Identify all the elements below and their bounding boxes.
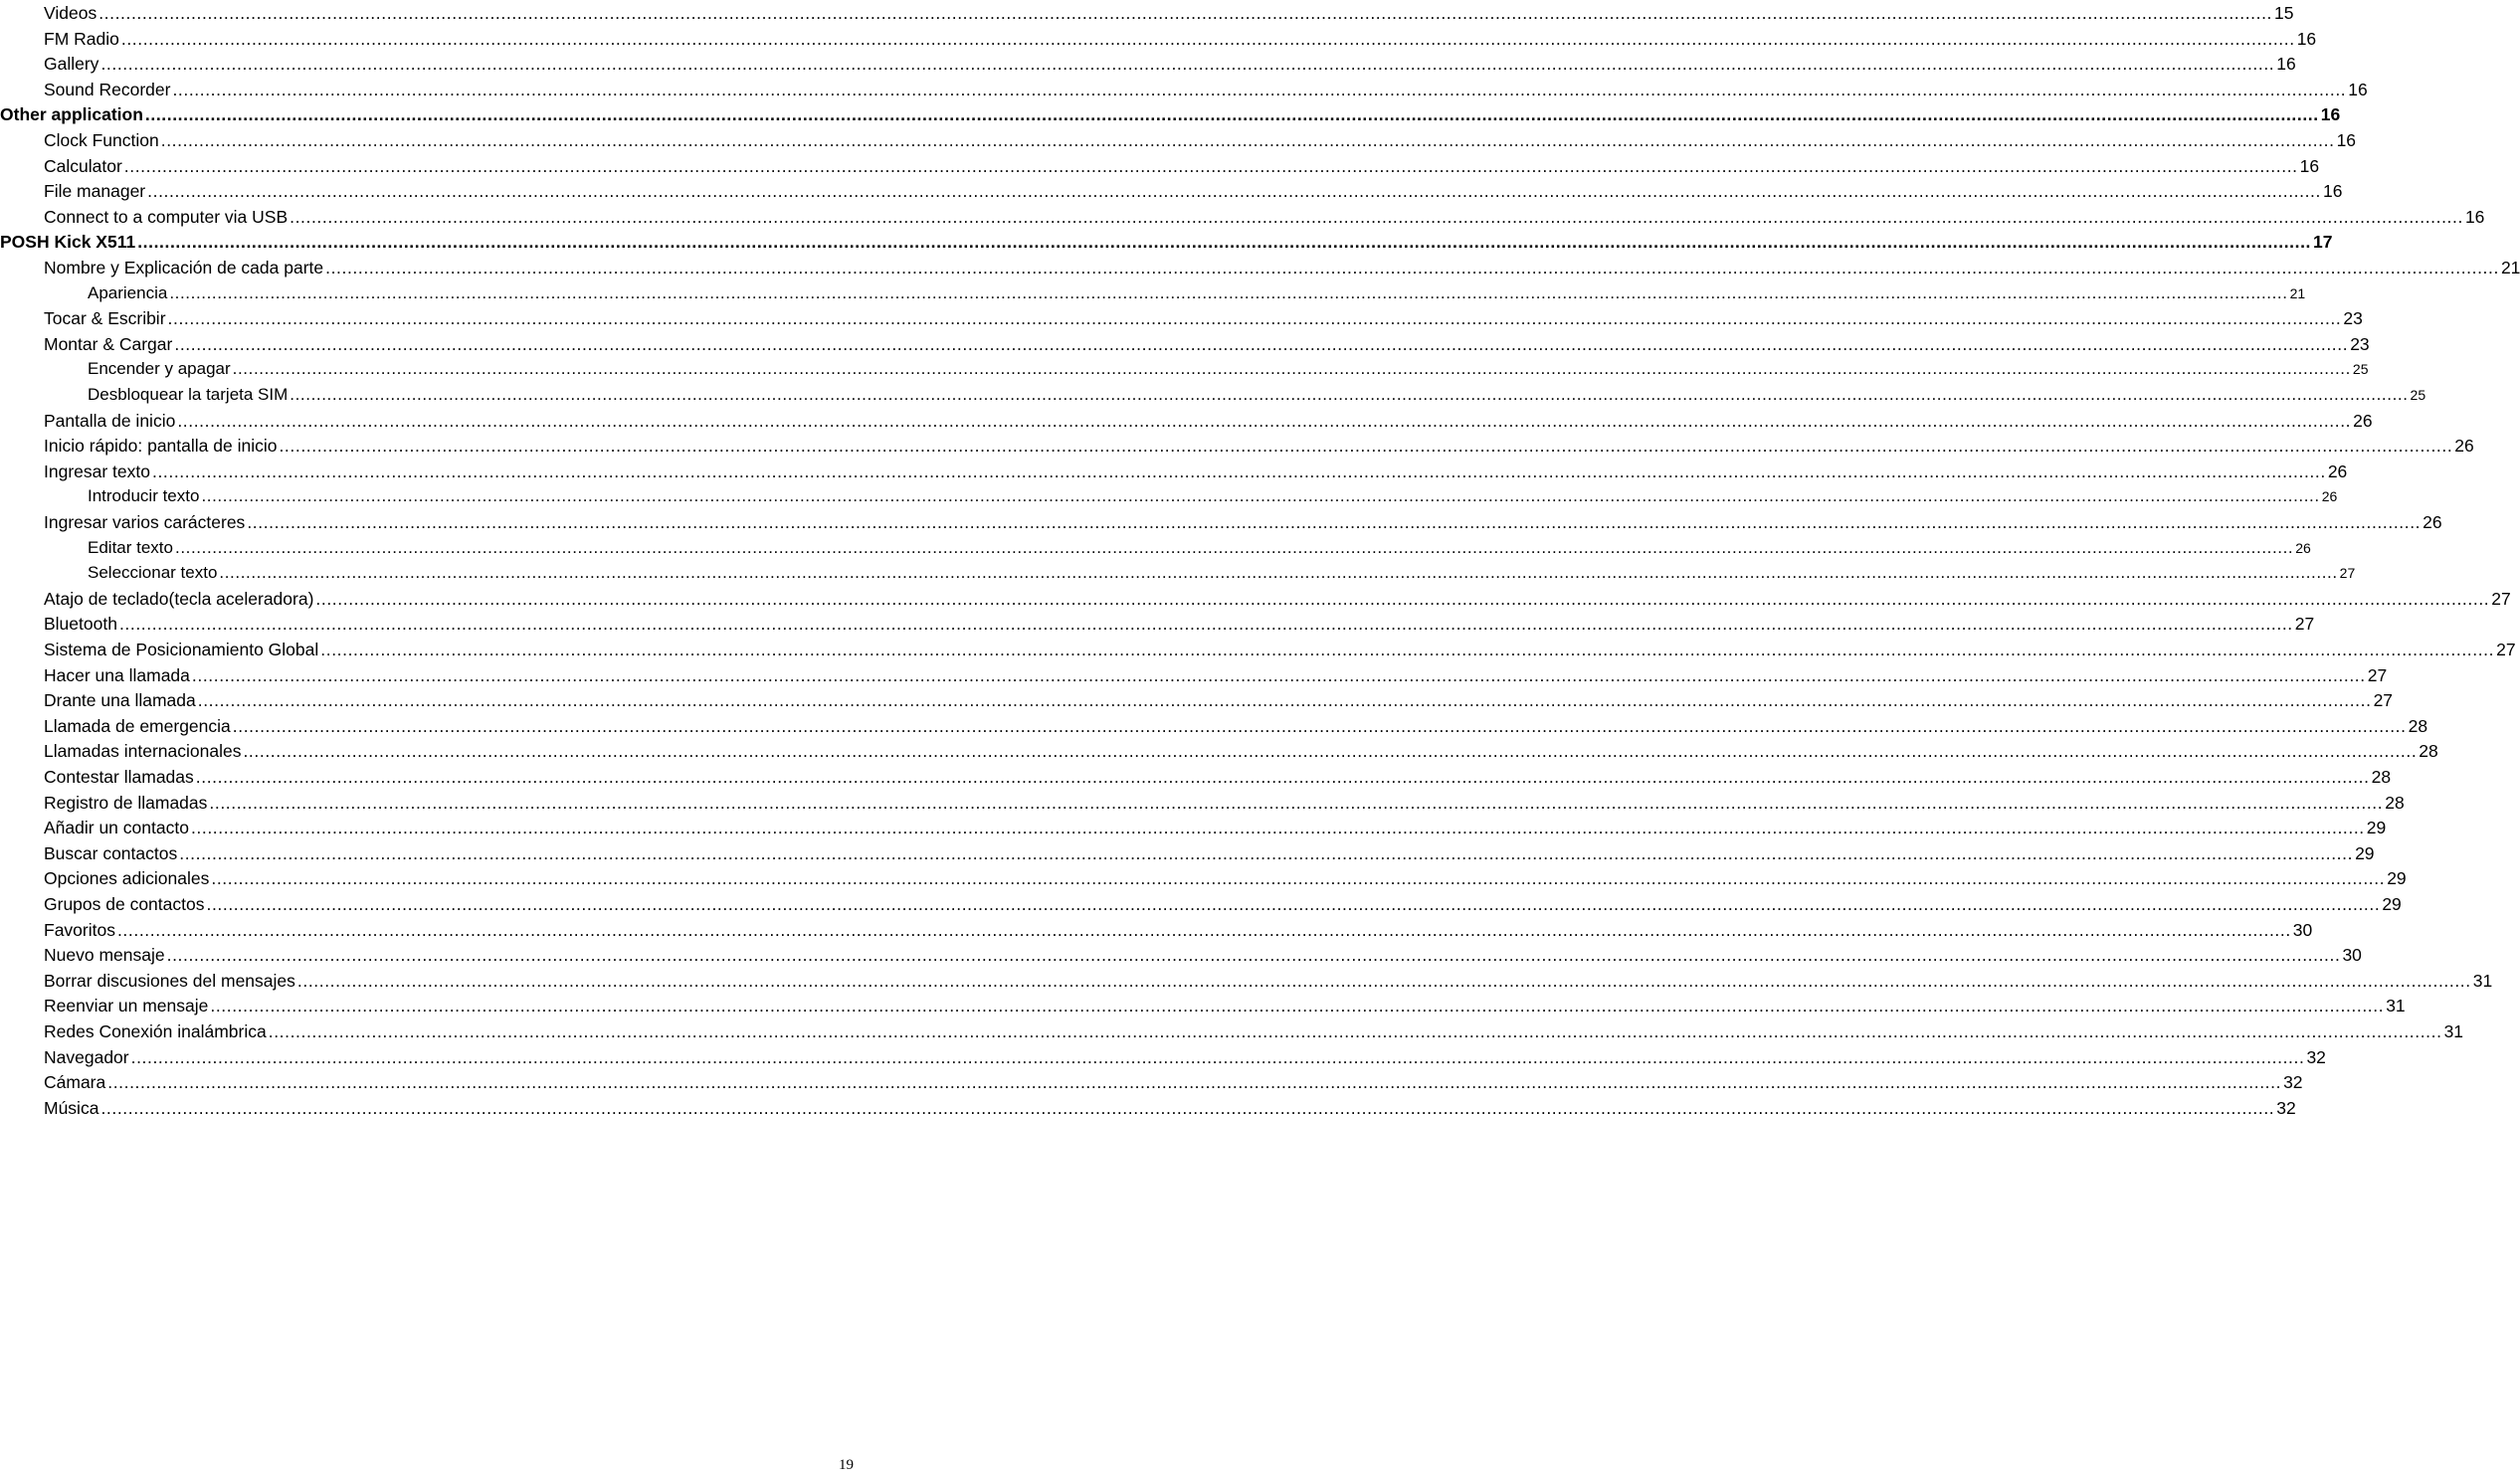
toc-entry-page: 29 [2355,842,2375,863]
toc-entry[interactable] [44,26,2317,50]
toc-entry-title: Nombre y Explicación de cada parte [44,258,324,278]
toc-entry[interactable] [44,0,2294,24]
toc-dot-leader: ................................................................................................................................................................................................................................................................................................................................................................................................................ [279,436,2453,457]
toc-entry-page: 26 [2327,461,2348,481]
toc-entry[interactable] [44,840,2375,864]
toc-entry[interactable] [0,101,2341,125]
toc-entry-page: 25 [2410,387,2426,403]
toc-entry-page: 30 [2342,945,2362,966]
toc-entry[interactable] [44,509,2442,533]
toc-entry[interactable] [88,483,2338,507]
toc-entry[interactable] [44,764,2392,788]
toc-entry-title: Other application [0,104,143,125]
toc-entry[interactable] [44,255,2520,278]
toc-entry[interactable] [44,178,2343,202]
toc-entry-title: Ingresar varios carácteres [44,512,246,532]
toc-entry[interactable] [44,815,2387,838]
toc-dot-leader: ................................................................................................................................................................................................................................................................................................................................................................................................................ [315,588,2490,609]
toc-entry-page: 16 [2348,79,2368,99]
toc-entry[interactable] [44,331,2370,355]
toc-entry-page: 15 [2274,3,2294,23]
toc-entry-title: Llamadas internacionales [44,741,242,762]
toc-entry[interactable] [44,687,2394,711]
toc-dot-leader: ................................................................................................................................................................................................................................................................................................................................................................................................................ [320,640,2495,659]
toc-dot-leader: ................................................................................................................................................................................................................................................................................................................................................................................................................ [166,945,2341,966]
toc-entry[interactable] [44,891,2402,915]
toc-dot-leader: ................................................................................................................................................................................................................................................................................................................................................................................................................ [219,563,2338,583]
toc-entry-title: Calculator [44,155,122,176]
toc-entry-page: 27 [2373,690,2394,711]
toc-dot-leader: ................................................................................................................................................................................................................................................................................................................................................................................................................ [290,206,2463,227]
toc-entry-page: 16 [2320,104,2341,125]
toc-entry-page: 21 [2500,258,2520,278]
toc-entry-page: 32 [2276,1097,2296,1118]
toc-entry-page: 30 [2292,919,2313,940]
toc-entry-title: Inicio rápido: pantalla de inicio [44,436,278,457]
toc-entry-title: Bluetooth [44,614,117,635]
toc-entry-title: Desbloquear la tarjeta SIM [88,385,289,404]
toc-entry[interactable] [44,1018,2464,1042]
toc-entry[interactable] [44,459,2348,482]
toc-dot-leader: ................................................................................................................................................................................................................................................................................................................................................................................................................ [290,385,2409,404]
toc-dot-leader: ................................................................................................................................................................................................................................................................................................................................................................................................................ [190,818,2365,838]
toc-dot-leader: ................................................................................................................................................................................................................................................................................................................................................................................................................ [118,614,2293,635]
toc-entry[interactable] [44,917,2313,941]
toc-dot-leader: ................................................................................................................................................................................................................................................................................................................................................................................................................ [107,1072,2282,1093]
toc-dot-leader: ................................................................................................................................................................................................................................................................................................................................................................................................................ [232,715,2407,736]
toc-dot-leader: ................................................................................................................................................................................................................................................................................................................................................................................................................ [179,842,2354,863]
toc-entry[interactable] [44,204,2485,228]
toc-entry[interactable] [44,433,2474,457]
toc-entry[interactable] [88,535,2311,559]
toc-entry-page: 26 [2423,512,2442,532]
toc-entry-title: Opciones adicionales [44,868,210,889]
toc-entry-title: FM Radio [44,28,119,49]
toc-entry[interactable] [0,229,2333,253]
toc-entry-page: 16 [2296,28,2317,49]
toc-entry-page: 16 [2322,181,2343,202]
toc-dot-leader: ................................................................................................................................................................................................................................................................................................................................................................................................................ [201,486,2320,506]
toc-entry-title: Seleccionar texto [88,563,218,583]
toc-entry-title: Reenviar un mensaje [44,996,209,1017]
toc-entry-page: 16 [2336,130,2357,150]
toc-entry[interactable] [88,280,2306,304]
toc-dot-leader: ................................................................................................................................................................................................................................................................................................................................................................................................................ [268,1021,2442,1041]
toc-entry[interactable] [44,408,2373,432]
toc-entry-page: 31 [2386,996,2406,1017]
toc-entry[interactable] [44,1095,2296,1119]
toc-entry-title: POSH Kick X511 [0,232,136,253]
toc-entry-title: Registro de llamadas [44,792,208,813]
toc-entry[interactable] [44,865,2407,889]
toc-entry-title: Apariencia [88,282,168,302]
toc-entry-page: 28 [2408,715,2428,736]
toc-entry[interactable] [44,153,2320,177]
toc-entry[interactable] [44,305,2363,329]
toc-entry-title: Grupos de contactos [44,894,205,914]
toc-entry[interactable] [44,713,2428,737]
toc-entry[interactable] [44,993,2406,1017]
toc-entry-page: 31 [2443,1021,2464,1041]
toc-entry-title: Gallery [44,54,99,75]
toc-entry[interactable] [44,637,2516,660]
toc-entry[interactable] [44,738,2438,762]
toc-dot-leader: ................................................................................................................................................................................................................................................................................................................................................................................................................ [123,155,2298,176]
toc-dot-leader: ................................................................................................................................................................................................................................................................................................................................................................................................................ [120,28,2295,49]
toc-dot-leader: ................................................................................................................................................................................................................................................................................................................................................................................................................ [144,104,2319,125]
toc-entry-title: Encender y apagar [88,359,231,379]
toc-entry-title: Añadir un contacto [44,818,189,838]
toc-entry-page: 28 [2419,741,2438,762]
toc-entry-title: Sistema de Posicionamiento Global [44,640,319,659]
toc-entry-title: Ingresar texto [44,461,150,481]
toc-entry-page: 27 [2294,614,2315,635]
toc-dot-leader: ................................................................................................................................................................................................................................................................................................................................................................................................................ [100,1097,2275,1118]
toc-entry-page: 28 [2385,792,2405,813]
toc-entry-title: Sound Recorder [44,79,171,99]
toc-entry[interactable] [88,356,2369,380]
toc-entry[interactable] [44,1069,2303,1093]
toc-entry-title: Drante una llamada [44,690,196,711]
toc-entry-page: 28 [2371,767,2392,787]
toc-entry-title: Introducir texto [88,486,200,506]
toc-entry-page: 29 [2387,868,2407,889]
toc-entry-title: Cámara [44,1072,106,1093]
toc-entry-title: Favoritos [44,919,115,940]
toc-entry-title: Tocar & Escribir [44,308,166,329]
toc-dot-leader: ................................................................................................................................................................................................................................................................................................................................................................................................................ [172,79,2347,99]
toc-entry[interactable] [44,942,2362,966]
toc-dot-leader: ................................................................................................................................................................................................................................................................................................................................................................................................................ [243,741,2418,762]
toc-dot-leader: ................................................................................................................................................................................................................................................................................................................................................................................................................ [160,130,2335,150]
toc-entry-title: Redes Conexión inalámbrica [44,1021,267,1041]
toc-dot-leader: ................................................................................................................................................................................................................................................................................................................................................................................................................ [195,767,2370,787]
toc-entry[interactable] [44,77,2368,100]
toc-entry-title: Buscar contactos [44,842,178,863]
toc-dot-leader: ................................................................................................................................................................................................................................................................................................................................................................................................................ [174,333,2349,354]
toc-entry-page: 32 [2306,1046,2326,1067]
toc-entry[interactable] [44,611,2315,635]
toc-dot-leader: ................................................................................................................................................................................................................................................................................................................................................................................................................ [191,664,2366,685]
toc-entry[interactable] [88,560,2356,584]
toc-entry-title: Hacer una llamada [44,664,190,685]
toc-entry[interactable] [44,790,2405,814]
toc-dot-leader: ................................................................................................................................................................................................................................................................................................................................................................................................................ [147,181,2321,202]
toc-entry-page: 27 [2491,588,2511,609]
toc-dot-leader: ................................................................................................................................................................................................................................................................................................................................................................................................................ [177,410,2352,431]
toc-entry-title: Contestar llamadas [44,767,194,787]
toc-entry-page: 25 [2352,361,2369,378]
toc-dot-leader: ................................................................................................................................................................................................................................................................................................................................................................................................................ [100,54,2275,75]
toc-entry-title: Música [44,1097,99,1118]
toc-dot-leader: ................................................................................................................................................................................................................................................................................................................................................................................................................ [175,537,2294,557]
toc-entry-title: Clock Function [44,130,159,150]
toc-entry-page: 26 [2454,436,2474,457]
toc-entry-page: 17 [2313,232,2333,253]
toc-dot-leader: ................................................................................................................................................................................................................................................................................................................................................................................................................ [209,792,2384,813]
toc-dot-leader: ................................................................................................................................................................................................................................................................................................................................................................................................................ [98,3,2273,23]
toc-entry-page: 32 [2283,1072,2303,1093]
toc-entry-page: 16 [2276,54,2296,75]
toc-entry-page: 21 [2289,284,2306,301]
toc-dot-leader: ................................................................................................................................................................................................................................................................................................................................................................................................................ [247,512,2422,532]
toc-entry[interactable] [44,662,2388,686]
toc-entry[interactable] [88,382,2426,406]
toc-entry-page: 27 [2367,664,2388,685]
toc-entry[interactable] [44,1044,2326,1068]
toc-entry-page: 29 [2382,894,2402,914]
toc-dot-leader: ................................................................................................................................................................................................................................................................................................................................................................................................................ [211,868,2386,889]
toc-dot-leader: ................................................................................................................................................................................................................................................................................................................................................................................................................ [116,919,2291,940]
toc-dot-leader: ................................................................................................................................................................................................................................................................................................................................................................................................................ [169,282,2288,302]
toc-entry-page: 23 [2343,308,2363,329]
toc-entry-page: 29 [2366,818,2387,838]
toc-entry[interactable] [44,51,2296,75]
toc-dot-leader: ................................................................................................................................................................................................................................................................................................................................................................................................................ [206,894,2381,914]
toc-dot-leader: ................................................................................................................................................................................................................................................................................................................................................................................................................ [130,1046,2305,1067]
toc-entry-title: Montar & Cargar [44,333,173,354]
toc-dot-leader: ................................................................................................................................................................................................................................................................................................................................................................................................................ [152,461,2326,481]
toc-entry-title: Atajo de teclado(tecla aceleradora) [44,588,314,609]
toc-entry-title: Pantalla de inicio [44,410,176,431]
toc-dot-leader: ................................................................................................................................................................................................................................................................................................................................................................................................................ [325,258,2499,278]
toc-dot-leader: ................................................................................................................................................................................................................................................................................................................................................................................................................ [197,690,2372,711]
toc-dot-leader: ................................................................................................................................................................................................................................................................................................................................................................................................................ [167,308,2342,329]
toc-entry-page: 31 [2472,970,2493,991]
toc-entry-page: 26 [2295,539,2311,556]
toc-entry-page: 27 [2339,565,2356,582]
toc-entry[interactable] [44,127,2357,151]
toc-entry-title: Navegador [44,1046,129,1067]
toc-entry[interactable] [44,968,2493,992]
toc-dot-leader: ................................................................................................................................................................................................................................................................................................................................................................................................................ [296,970,2471,991]
page-number: 19 [839,1457,854,1473]
toc-dot-leader: ................................................................................................................................................................................................................................................................................................................................................................................................................ [137,232,2312,253]
toc-entry-title: Videos [44,3,97,23]
toc-dot-leader: ................................................................................................................................................................................................................................................................................................................................................................................................................ [210,996,2385,1017]
toc-entry-page: 16 [2299,155,2320,176]
toc-dot-leader: ................................................................................................................................................................................................................................................................................................................................................................................................................ [232,359,2351,379]
toc-entry-title: Editar texto [88,537,173,557]
toc-entry-page: 27 [2496,640,2516,659]
toc-entry-title: Borrar discusiones del mensajes [44,970,295,991]
toc-entry-page: 23 [2350,333,2370,354]
toc-entry-title: Connect to a computer via USB [44,206,289,227]
toc-entry-page: 26 [2321,488,2338,505]
toc-entry-title: Llamada de emergencia [44,715,231,736]
toc-entry[interactable] [44,586,2511,610]
toc-entry-page: 16 [2464,206,2485,227]
toc-entry-page: 26 [2353,410,2373,431]
toc-entry-title: Nuevo mensaje [44,945,165,966]
toc-entry-title: File manager [44,181,146,202]
